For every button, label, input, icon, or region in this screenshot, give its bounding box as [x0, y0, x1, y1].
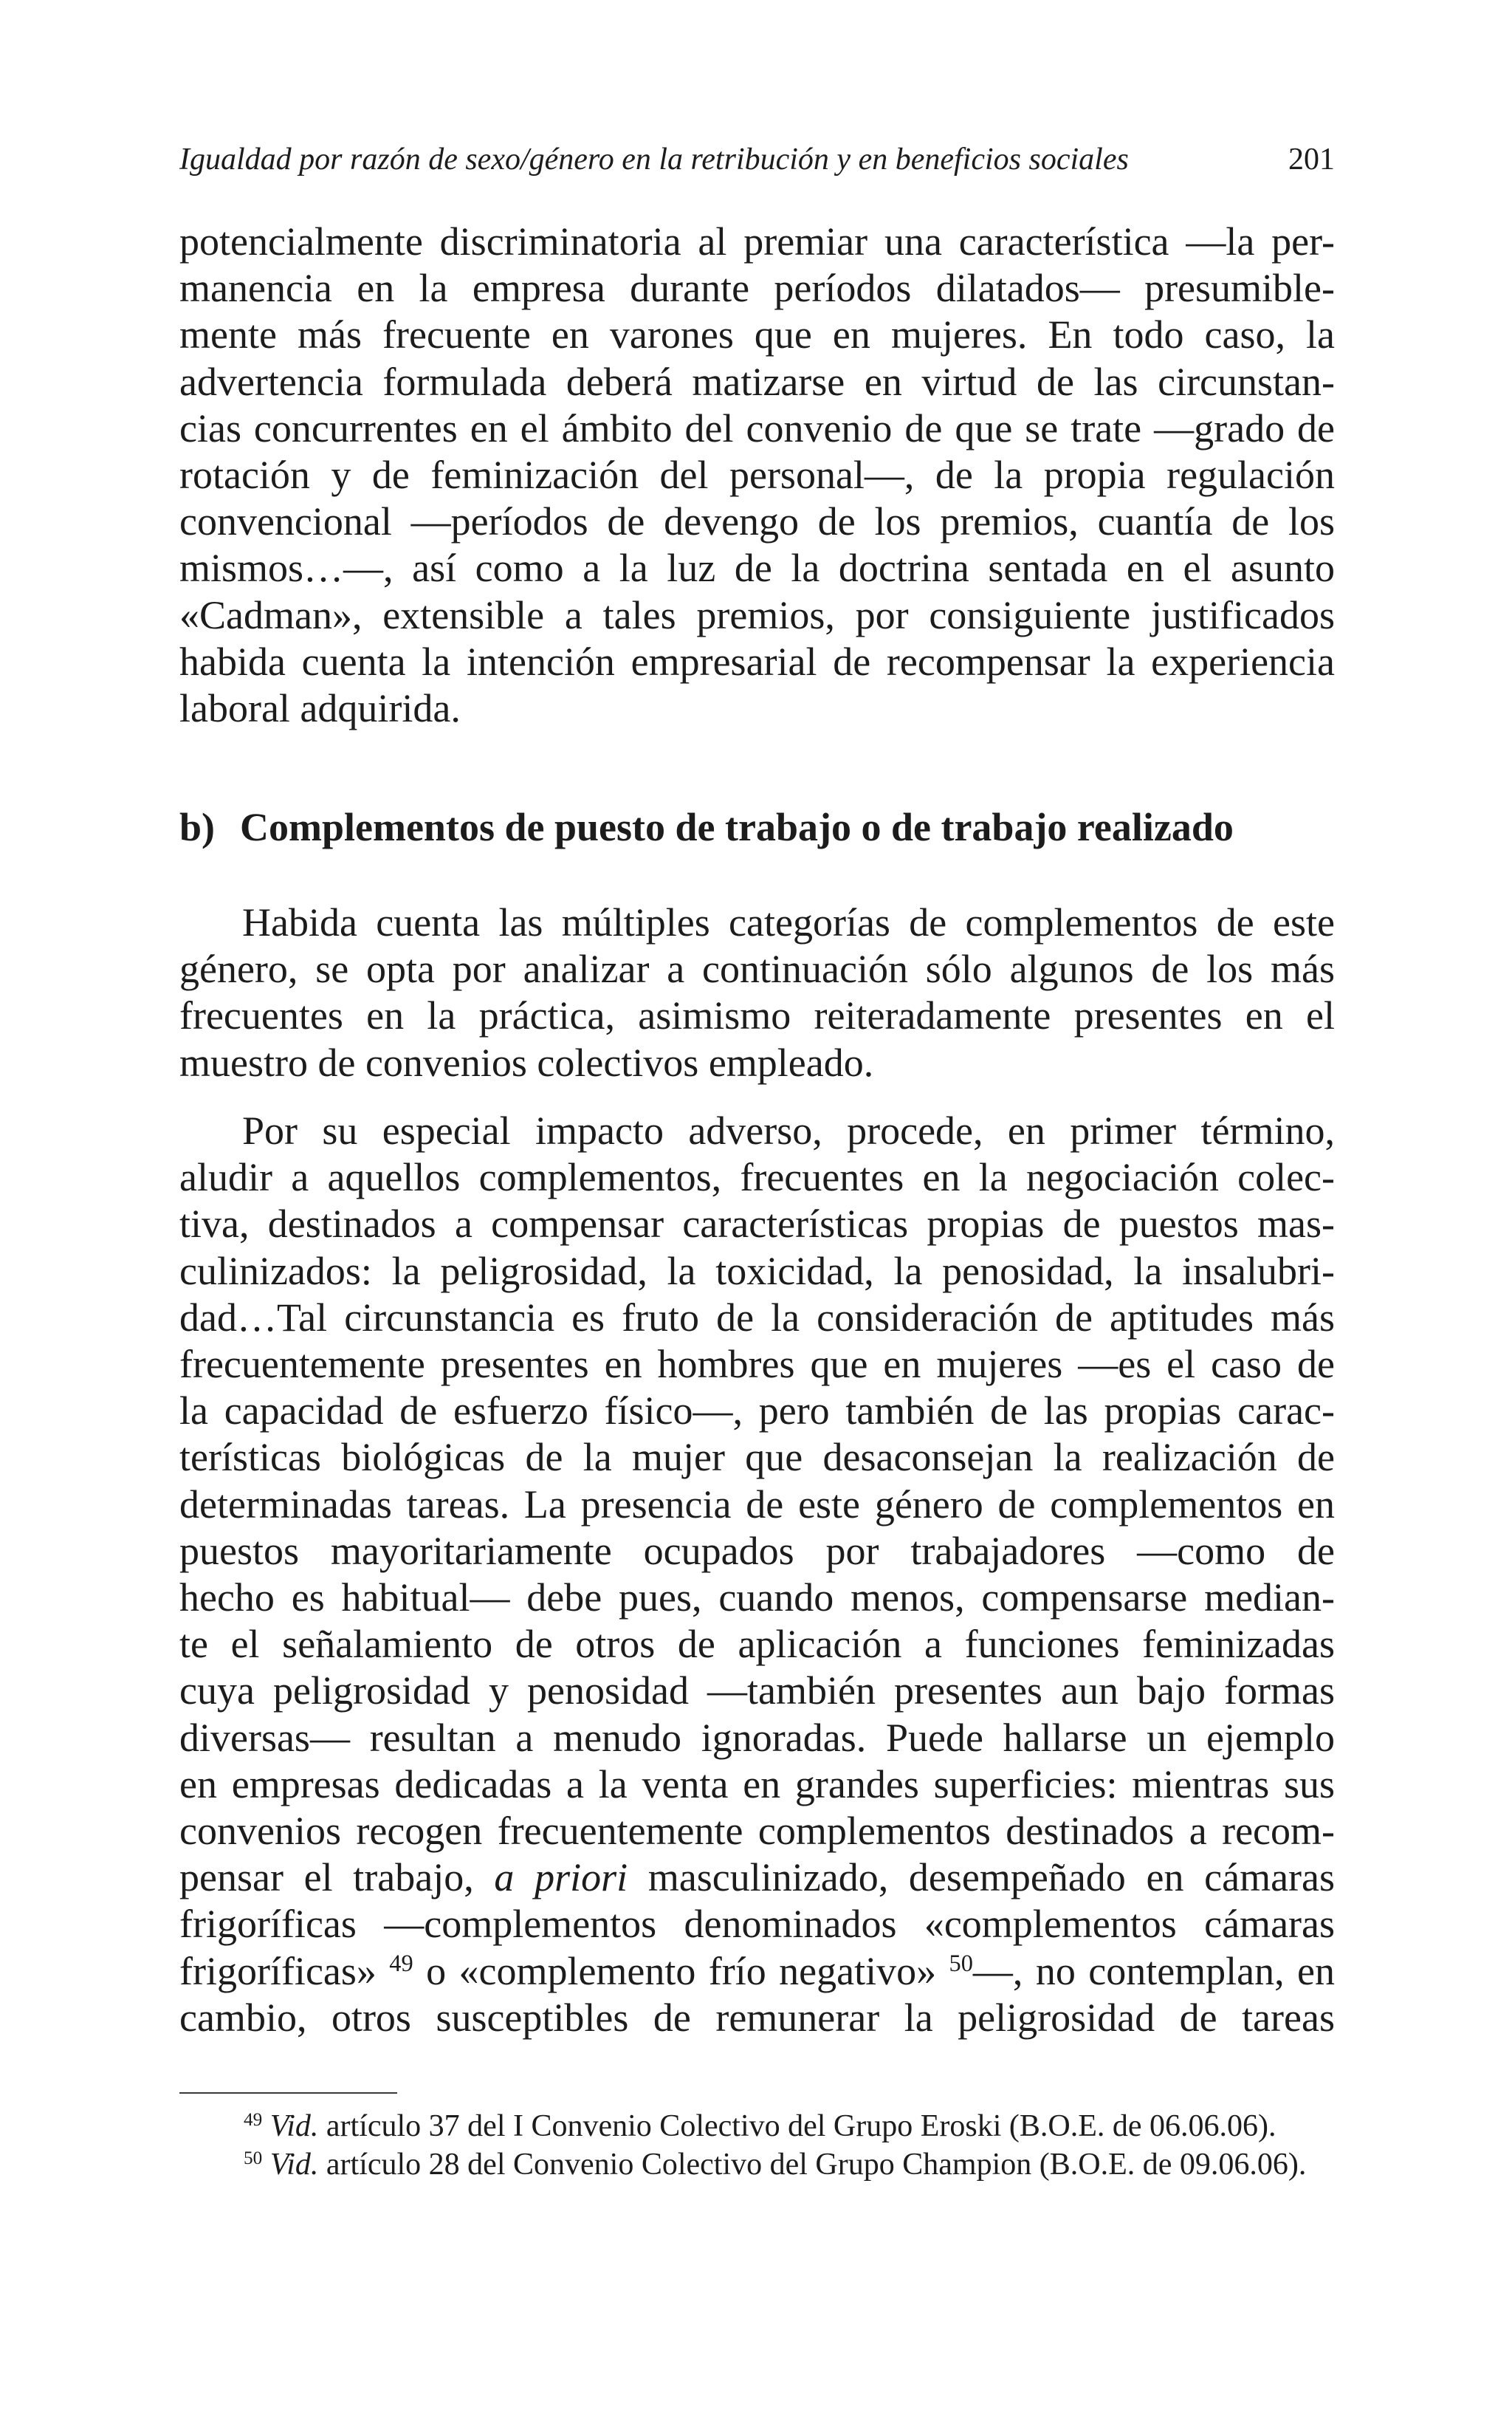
paragraph-line: determinadas tareas. La presencia de este género de complementos en [179, 1481, 1335, 1527]
paragraph-line: dad…Tal circunstancia es fruto de la consideración de aptitudes más [179, 1295, 1335, 1340]
paragraph-line: género, se opta por analizar a continuación sólo algunos de los más [179, 947, 1335, 992]
paragraph-line: frecuentes en la práctica, asimismo reiteradamente presentes en el [179, 993, 1335, 1038]
footnote-separator [179, 2092, 397, 2094]
paragraph-line: habida cuenta la intención empresarial de recompensar la experiencia [179, 639, 1335, 684]
text-run: pensar el trabajo, [179, 1855, 495, 1900]
paragraph-line: te el señalamiento de otros de aplicación a funciones feminizadas [179, 1622, 1335, 1667]
text-run: —, no contemplan, en [972, 1948, 1336, 1993]
paragraph-line: culinizados: la peligrosidad, la toxicidad, la penosidad, la insalubri- [179, 1248, 1335, 1293]
footnote-text: artículo 28 del Convenio Colectivo del Grupo Champion (B.O.E. de 09.06.06). [318, 2148, 1307, 2182]
body-paragraph-2 [179, 900, 1335, 1086]
paragraph-line: Habida cuenta las múltiples categorías de complementos de este [242, 900, 1335, 945]
body-paragraph-3 [179, 1108, 1335, 2041]
page-number: 201 [1288, 143, 1335, 177]
section-heading [179, 798, 1335, 857]
footnote-50 [244, 2145, 1335, 2184]
paragraph-line: la capacidad de esfuerzo físico—, pero también de las propias carac- [179, 1388, 1335, 1433]
italic-term: a priori [494, 1855, 628, 1900]
footnote-text: artículo 37 del I Convenio Colectivo del Grupo Eroski (B.O.E. de 06.06.06). [318, 2109, 1276, 2143]
footnote-reference-49[interactable]: 49 [389, 1950, 413, 1977]
section-marker: b) [179, 805, 216, 849]
running-title: Igualdad por razón de sexo/género en la retribución y en beneficios sociales [179, 143, 1129, 177]
section-title: Complementos de puesto de trabajo o de trabajo realizado [240, 805, 1234, 849]
paragraph-line: frecuentemente presentes en hombres que en mujeres —es el caso de [179, 1342, 1335, 1387]
paragraph-line-with-italic [179, 1854, 1335, 1901]
paragraph-line: potencialmente discriminatoria al premiar una característica —la per- [179, 219, 1335, 264]
text-run: o «complemento frío negativo» [413, 1948, 949, 1993]
paragraph-line: cambio, otros susceptibles de remunerar la peligrosidad de tareas [179, 1995, 1335, 2040]
paragraph-line: advertencia formulada deberá matizarse en virtud de las circunstan- [179, 359, 1335, 404]
paragraph-line: aludir a aquellos complementos, frecuentes en la negociación colec- [179, 1155, 1335, 1200]
paragraph-line: en empresas dedicadas a la venta en grandes superficies: mientras sus [179, 1761, 1335, 1806]
paragraph-line: «Cadman», extensible a tales premios, por consiguiente justificados [179, 592, 1335, 637]
footnote-number: 49 [244, 2110, 263, 2131]
paragraph-line: rotación y de feminización del personal—, de la propia regulación [179, 453, 1335, 498]
paragraph-line: laboral adquirida. [179, 686, 461, 731]
text-run: masculinizado, desempeñado en cámaras [628, 1855, 1335, 1900]
footnote-number: 50 [244, 2148, 263, 2169]
paragraph-line: convencional —períodos de devengo de los premios, cuantía de los [179, 499, 1335, 544]
paragraph-line: frigoríficas —complementos denominados «complementos cámaras [179, 1902, 1335, 1947]
text-run: frigoríficas» [179, 1948, 390, 1993]
paragraph-line: cias concurrentes en el ámbito del convenio de que se trate —grado de [179, 405, 1335, 450]
footnote-lead: Vid. [269, 2109, 319, 2143]
paragraph-line: convenios recogen frecuentemente complementos destinados a recom- [179, 1809, 1335, 1854]
paragraph-line: Por su especial impacto adverso, procede, en primer término, [242, 1109, 1335, 1153]
paragraph-line-with-footnote-refs [179, 1948, 1335, 1995]
paragraph-line: mente más frecuente en varones que en mujeres. En todo caso, la [179, 312, 1335, 357]
footnote-49 [244, 2107, 1335, 2145]
paragraph-line: puestos mayoritariamente ocupados por trabajadores —como de [179, 1528, 1335, 1573]
running-header [179, 137, 1335, 182]
paragraph-line: diversas— resultan a menudo ignoradas. Puede hallarse un ejemplo [179, 1715, 1335, 1760]
paragraph-line: tiva, destinados a compensar características propias de puestos mas- [179, 1202, 1335, 1247]
footnote-reference-50[interactable]: 50 [949, 1950, 973, 1977]
paragraph-line: muestro de convenios colectivos empleado. [179, 1040, 874, 1085]
paragraph-line: terísticas biológicas de la mujer que desaconsejan la realización de [179, 1435, 1335, 1480]
footnote-lead: Vid. [269, 2148, 319, 2182]
paragraph-line: manencia en la empresa durante períodos dilatados— presumible- [179, 266, 1335, 311]
paragraph-line: hecho es habitual— debe pues, cuando menos, compensarse median- [179, 1575, 1335, 1620]
paragraph-line: cuya peligrosidad y penosidad —también presentes aun bajo formas [179, 1668, 1335, 1713]
paragraph-line: mismos…—, así como a la luz de la doctrina sentada en el asunto [179, 546, 1335, 591]
footnotes [244, 2107, 1335, 2184]
body-paragraph-1 [179, 219, 1335, 732]
